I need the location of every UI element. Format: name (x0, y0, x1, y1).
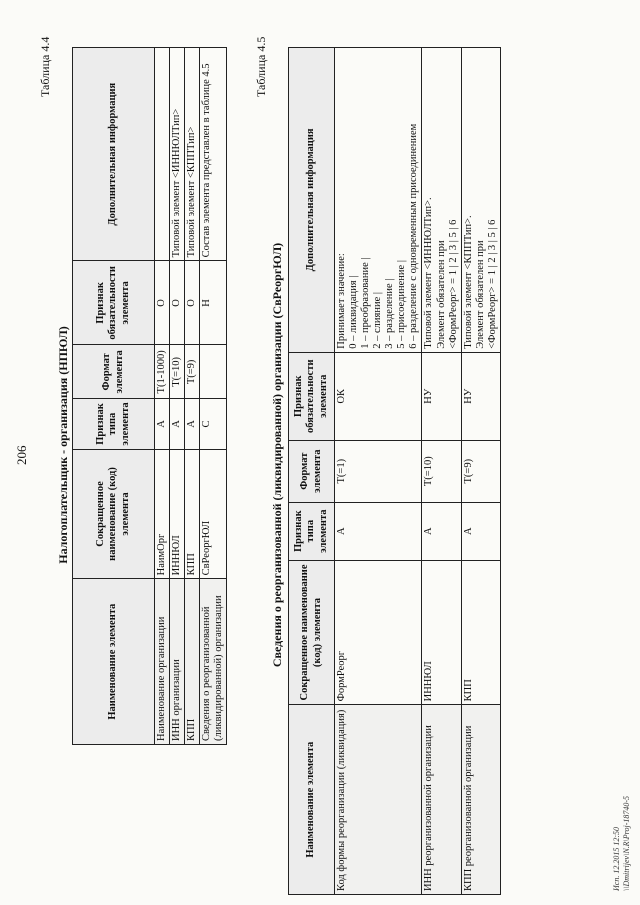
info-line: <ФормРеорг> = 1 | 2 | 3 | 5 | 6 (486, 219, 498, 349)
table-4-5-caption: Таблица 4.5 (254, 36, 268, 97)
cell-info (155, 48, 170, 261)
cell-type: А (185, 399, 200, 449)
cell-info (422, 48, 461, 353)
cell-format: T(=10) (422, 440, 461, 502)
cell-code: ФормРеорг (335, 560, 422, 705)
cell-name: КПП реорганизованной организации (461, 705, 500, 895)
table-4-4-title: Налогоплательщик - организация (НПЮЛ) (56, 326, 70, 564)
cell-info (335, 48, 422, 353)
table-row (155, 48, 170, 745)
cell-info (461, 48, 500, 353)
cell-type: А (335, 502, 422, 560)
cell-format: T(=9) (185, 345, 200, 399)
header-cell: Признак типа элемента (73, 399, 155, 449)
table-4-5-title: Сведения о реорганизованной (ликвидированной) организации (СвРеоргЮЛ) (270, 242, 284, 668)
cell-required: О (155, 261, 170, 345)
cell-format: T(=9) (461, 440, 500, 502)
cell-required: Н (200, 261, 227, 345)
table-4-4 (72, 47, 227, 745)
footer-line-2: \\Dmitrijev\N.R\Proj-18740-5 (621, 795, 631, 891)
cell-type: А (155, 399, 170, 449)
cell-type: С (200, 399, 227, 449)
cell-info: Типовой элемент <КППТип> (185, 48, 200, 261)
cell-name: ИНН организации (170, 579, 185, 745)
info-line: Принимает значение: (336, 253, 347, 349)
header-cell: Признак обязательности элемента (289, 352, 335, 440)
header-cell: Дополнительная информация (289, 48, 335, 353)
footer-line-1: Исп. 12.2015 12:50 (612, 827, 621, 891)
header-cell: Признак обязательности элемента (73, 261, 155, 345)
cell-name: ИНН реорганизованной организации (422, 705, 461, 895)
cell-code: КПП (185, 449, 200, 579)
cell-name: Сведения о реорганизованной (ликвидированной) организации (200, 579, 227, 745)
cell-code: НаимОрг (155, 449, 170, 579)
info-line: 2 – слияние | (372, 292, 384, 349)
info-line: Типовой элемент <КППТип>. (462, 215, 474, 349)
table-row (461, 48, 500, 895)
cell-required: О (170, 261, 185, 345)
page-number: 206 (14, 445, 29, 465)
table-row (200, 48, 227, 745)
table-4-5-header-row (289, 48, 335, 895)
cell-format: T(1-1000) (155, 345, 170, 399)
header-cell: Признак типа элемента (289, 502, 335, 560)
info-line: Элемент обязателен при (435, 240, 447, 349)
header-cell: Сокращенное наименование (код) элемента (289, 560, 335, 705)
cell-type: А (170, 399, 185, 449)
cell-required: ОК (335, 352, 422, 440)
info-line: Типовой элемент <ИННЮЛТип>. (423, 197, 435, 349)
cell-format: T(=1) (335, 440, 422, 502)
cell-code: ИННЮЛ (422, 560, 461, 705)
cell-required: НУ (422, 352, 461, 440)
table-row (170, 48, 185, 745)
cell-code: СвРеоргЮЛ (200, 449, 227, 579)
footer-stamp (612, 796, 631, 891)
info-line: <ФормРеорг> = 1 | 2 | 3 | 5 | 6 (447, 219, 459, 349)
header-cell: Формат элемента (73, 345, 155, 399)
cell-name: КПП (185, 579, 200, 745)
cell-type: А (422, 502, 461, 560)
info-line: 0 – ликвидация | (348, 275, 360, 349)
table-row (422, 48, 461, 895)
table-row (185, 48, 200, 745)
cell-info: Состав элемента представлен в таблице 4.5 (200, 48, 227, 261)
cell-info: Типовой элемент <ИННЮЛТип> (170, 48, 185, 261)
cell-format: T(=10) (170, 345, 185, 399)
cell-name: Код формы реорганизации (ликвидация) (335, 705, 422, 895)
cell-required: О (185, 261, 200, 345)
info-line: 5 – присоединение | (396, 260, 408, 349)
table-4-4-caption: Таблица 4.4 (38, 36, 52, 97)
info-line: 6 – разделение с одновременным присоединением (408, 123, 420, 349)
info-line: 1 – преобразование | (360, 257, 372, 349)
header-cell: Сокращенное наименование (код) элемента (73, 449, 155, 579)
table-4-5 (288, 47, 501, 895)
cell-name: Наименование организации (155, 579, 170, 745)
table-4-4-header-row (73, 48, 155, 745)
cell-required: НУ (461, 352, 500, 440)
cell-code: ИННЮЛ (170, 449, 185, 579)
header-cell: Наименование элемента (73, 579, 155, 745)
cell-format (200, 345, 227, 399)
header-cell: Дополнительная информация (73, 48, 155, 261)
header-cell: Формат элемента (289, 440, 335, 502)
table-row (335, 48, 422, 895)
header-cell: Наименование элемента (289, 705, 335, 895)
info-line: 3 – разделение | (384, 278, 396, 349)
cell-type: А (461, 502, 500, 560)
info-line: Элемент обязателен при (474, 240, 486, 349)
cell-code: КПП (461, 560, 500, 705)
